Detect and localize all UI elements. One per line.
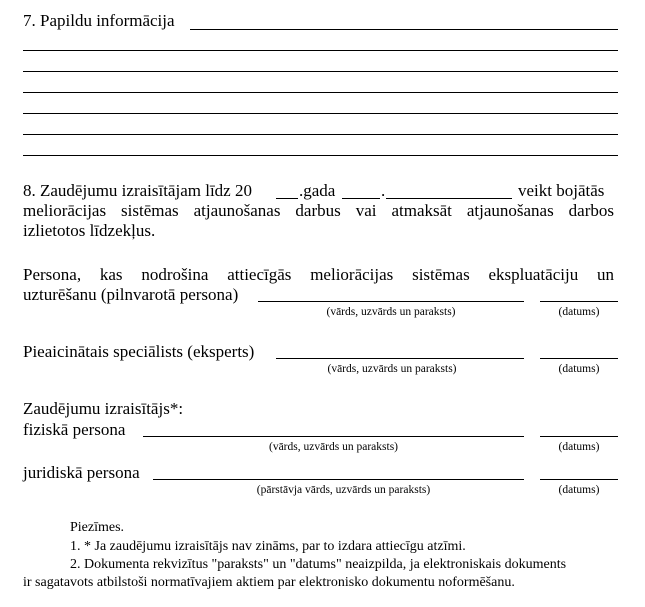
section7-input-line-5[interactable] bbox=[23, 113, 618, 114]
section7-input-line-4[interactable] bbox=[23, 92, 618, 93]
section8-line2: meliorācijas sistēmas atjaunošanas darbus vai atmaksāt atjaunošanas darbos bbox=[23, 201, 614, 220]
culprit-legal-signature-line[interactable] bbox=[153, 479, 524, 480]
section8-line1-prefix: 8. Zaudējumu izraisītājam līdz 20 bbox=[23, 181, 252, 200]
note-1: 1. * Ja zaudējumu izraisītājs nav zināms, par to izdara attiecīgu atzīmi. bbox=[70, 539, 466, 554]
section7-input-line-3[interactable] bbox=[23, 71, 618, 72]
operator-label: uzturēšanu (pilnvarotā persona) bbox=[23, 285, 239, 304]
section7-heading: 7. Papildu informācija bbox=[23, 11, 175, 30]
section8-year-blank[interactable] bbox=[276, 198, 298, 199]
culprit-heading: Zaudējumu izraisītājs*: bbox=[23, 399, 184, 418]
culprit-natural-signature-caption: (vārds, uzvārds un paraksts) bbox=[268, 441, 398, 453]
culprit-legal-date-line[interactable] bbox=[540, 479, 618, 480]
section7-input-line-6[interactable] bbox=[23, 134, 618, 135]
operator-line1: Persona, kas nodrošina attiecīgās meliorācijas sistēmas ekspluatāciju un bbox=[23, 265, 614, 284]
note-2-line1: 2. Dokumenta rekvizītus "paraksts" un "datums" neaizpilda, ja elektroniskais dokuments bbox=[70, 557, 567, 572]
culprit-legal-signature-caption: (pārstāvja vārds, uzvārds un paraksts) bbox=[256, 484, 431, 496]
culprit-legal-label: juridiskā persona bbox=[23, 463, 140, 482]
culprit-natural-signature-line[interactable] bbox=[143, 436, 524, 437]
section7-input-line-2[interactable] bbox=[23, 50, 618, 51]
note-2-line2: ir sagatavots atbilstoši normatīvajiem aktiem par elektronisko dokumentu noformēšanu. bbox=[23, 575, 515, 590]
specialist-date-caption: (datums) bbox=[558, 363, 600, 375]
operator-signature-line[interactable] bbox=[258, 301, 524, 302]
section8-line1-dot: . bbox=[381, 181, 386, 200]
specialist-date-line[interactable] bbox=[540, 358, 618, 359]
specialist-signature-caption: (vārds, uzvārds un paraksts) bbox=[327, 363, 457, 375]
operator-date-line[interactable] bbox=[540, 301, 618, 302]
notes-title: Piezīmes. bbox=[70, 520, 125, 535]
section7-input-line-7[interactable] bbox=[23, 155, 618, 156]
section7-input-line-1[interactable] bbox=[190, 29, 618, 30]
culprit-natural-date-caption: (datums) bbox=[558, 441, 600, 453]
culprit-natural-date-line[interactable] bbox=[540, 436, 618, 437]
operator-signature-caption: (vārds, uzvārds un paraksts) bbox=[326, 306, 456, 318]
culprit-natural-label: fiziskā persona bbox=[23, 420, 126, 439]
section8-day-blank[interactable] bbox=[342, 198, 380, 199]
operator-date-caption: (datums) bbox=[558, 306, 600, 318]
culprit-legal-date-caption: (datums) bbox=[558, 484, 600, 496]
specialist-label: Pieaicinātais speciālists (eksperts) bbox=[23, 342, 255, 361]
section8-line1-suffix: veikt bojātās bbox=[518, 181, 605, 200]
specialist-signature-line[interactable] bbox=[276, 358, 524, 359]
section8-month-blank[interactable] bbox=[386, 198, 512, 199]
section8-line3: izlietotos līdzekļus. bbox=[23, 221, 156, 240]
section8-line1-mid: .gada bbox=[299, 181, 336, 200]
